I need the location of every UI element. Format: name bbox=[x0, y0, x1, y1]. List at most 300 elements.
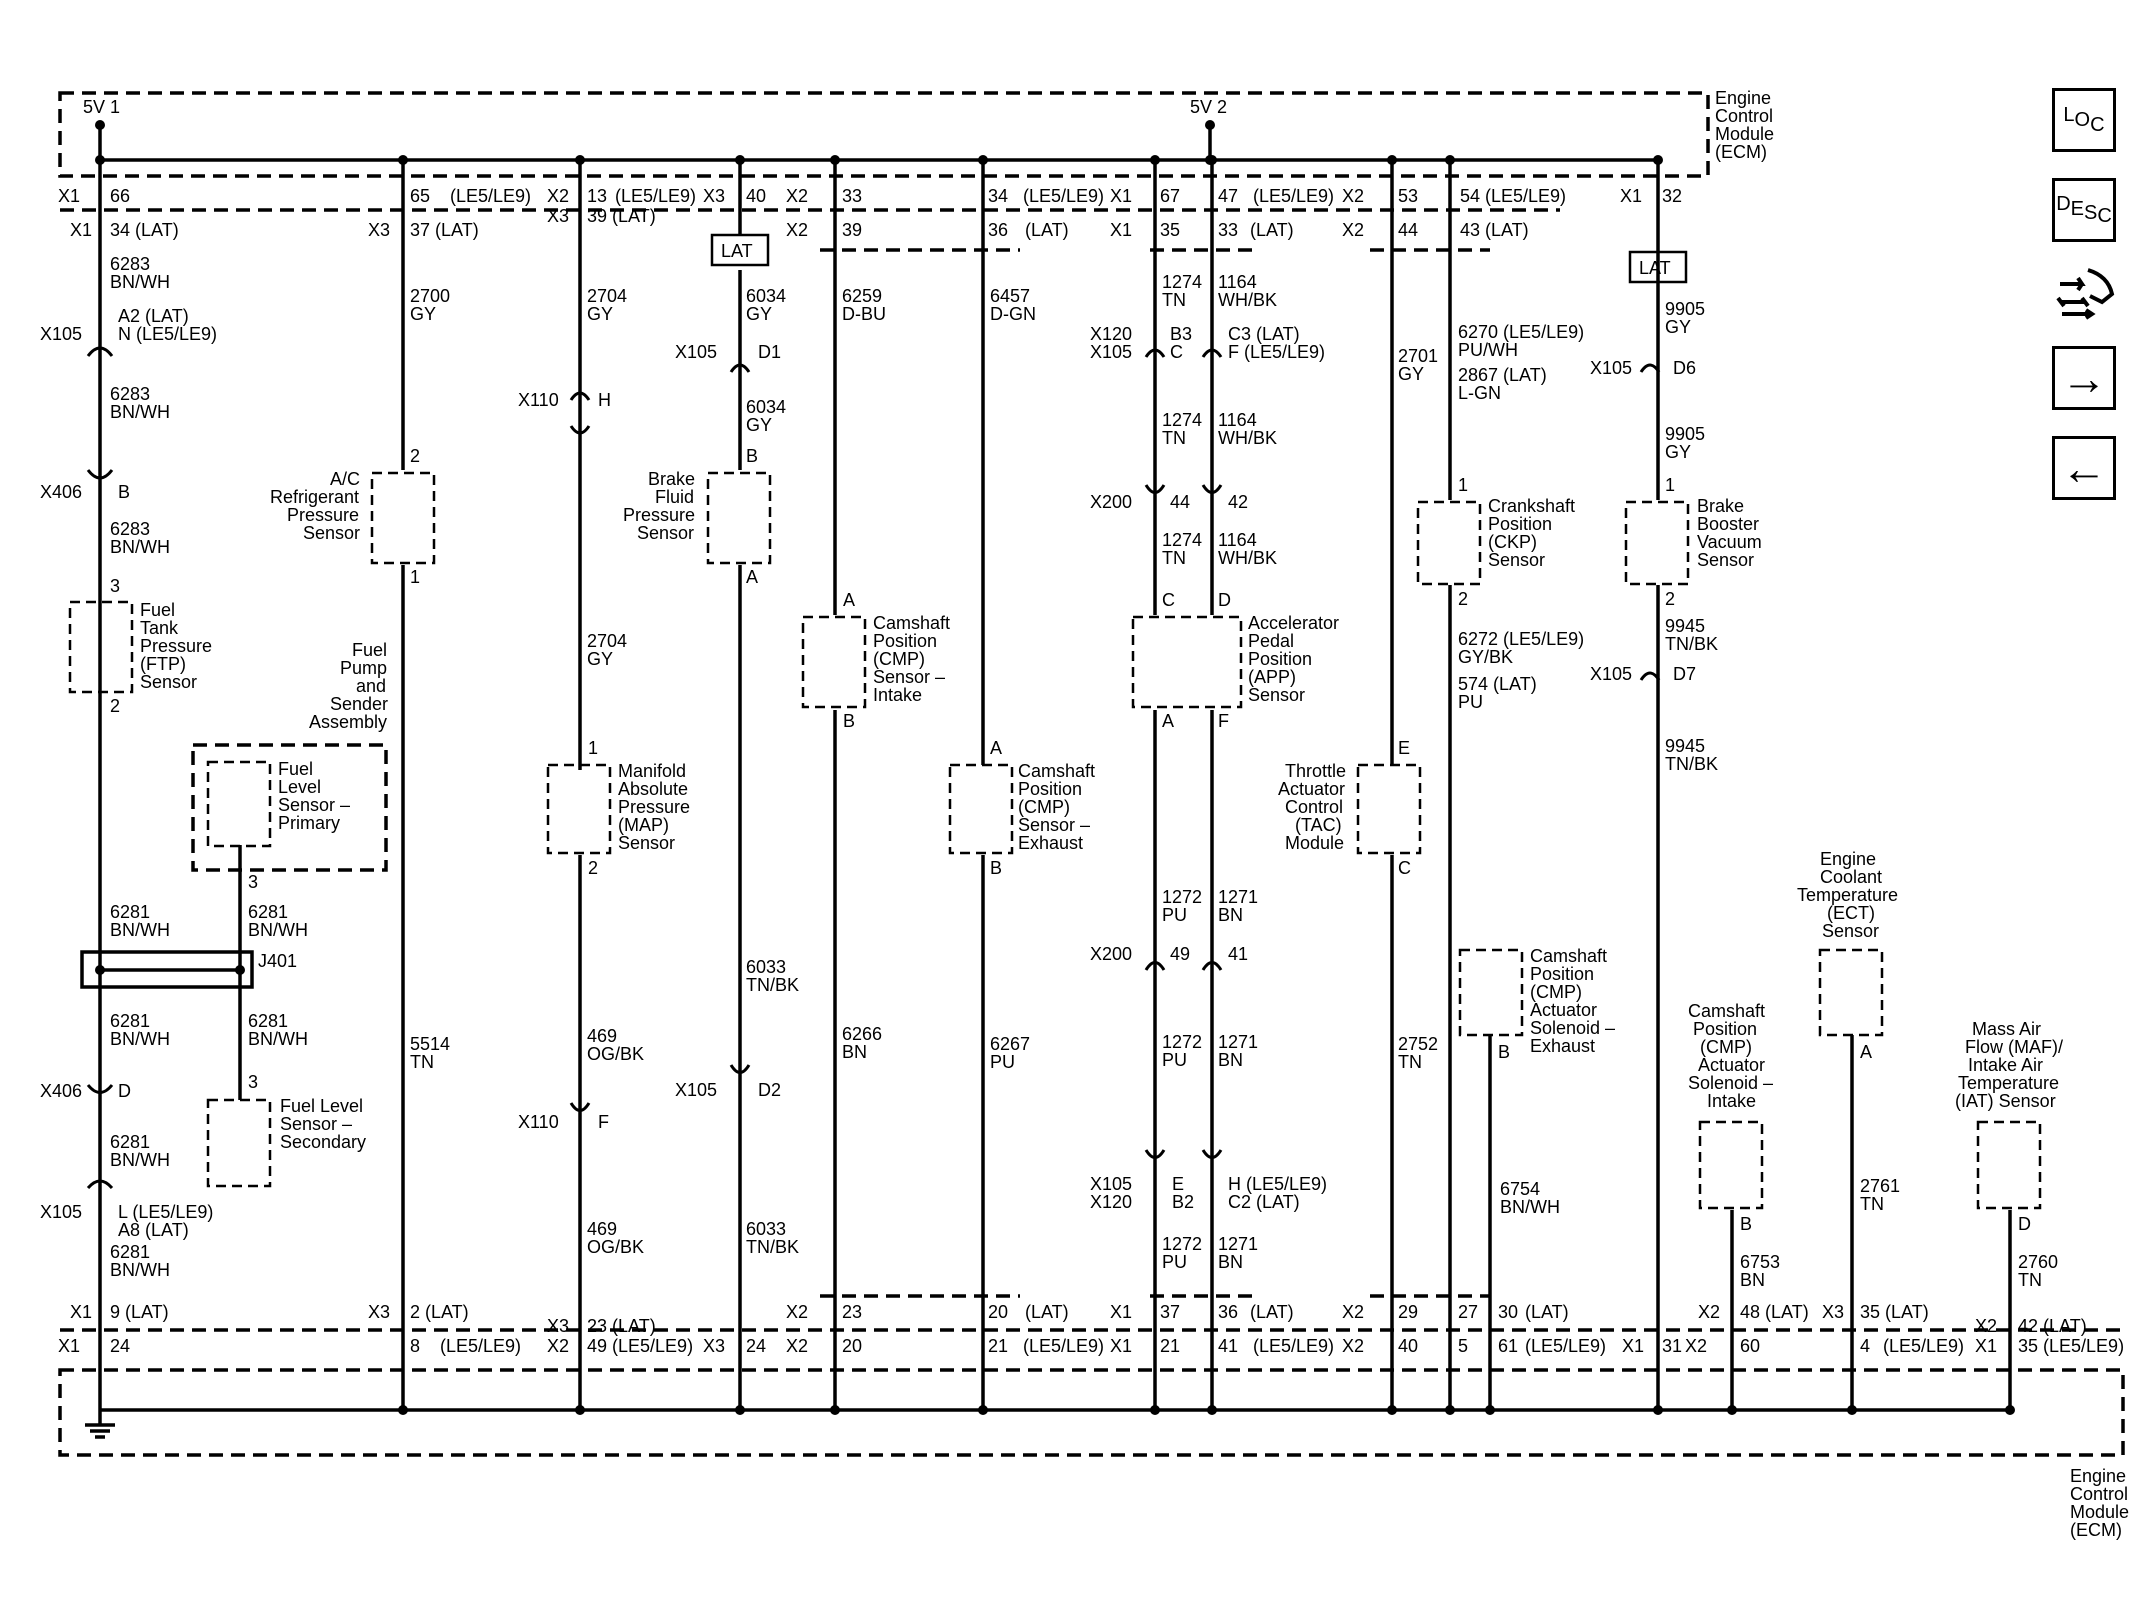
conn-label: B3 bbox=[1170, 324, 1193, 344]
wire-color: BN/WH bbox=[110, 1150, 170, 1170]
pin-alt: (LE5/LE9) bbox=[440, 1336, 522, 1356]
ac-label: A/C bbox=[330, 469, 361, 489]
wire-color: GY bbox=[587, 304, 614, 324]
pin-num: 43 bbox=[1460, 220, 1481, 240]
app-label: Position bbox=[1248, 649, 1313, 669]
pin-conn: X1 bbox=[1622, 1336, 1645, 1356]
wire-color: GY bbox=[1665, 442, 1692, 462]
pin-num: 41 bbox=[1218, 1336, 1239, 1356]
desc-letter: D bbox=[2056, 192, 2071, 215]
pin-num: 32 bbox=[1662, 186, 1683, 206]
conn-label: B2 bbox=[1172, 1192, 1195, 1212]
wire-num: 1164 bbox=[1218, 530, 1257, 550]
conn-label: H bbox=[598, 390, 611, 410]
wire-color: BN bbox=[1218, 905, 1244, 925]
ecm-bottom-label-2: Control bbox=[2070, 1484, 2129, 1504]
conn-label: X120 bbox=[1090, 1192, 1133, 1212]
pin-conn: X2 bbox=[1975, 1316, 1998, 1336]
ckp-label: Sensor bbox=[1488, 550, 1546, 570]
wire-color: PU bbox=[1162, 905, 1188, 925]
5v1-label: 5V 1 bbox=[83, 97, 121, 117]
wire-color: PU bbox=[1458, 692, 1484, 712]
wire-color: TN bbox=[1162, 428, 1186, 448]
map-label: Manifold bbox=[618, 761, 687, 781]
wire-color: BN/WH bbox=[110, 920, 170, 940]
ground-symbol bbox=[85, 1410, 115, 1437]
wire-num: 1272 bbox=[1162, 887, 1203, 907]
wire-num: 6281 bbox=[110, 1242, 151, 1262]
ecm-bottom-label-3: Module bbox=[2070, 1502, 2130, 1522]
flsp-label: Fuel bbox=[278, 759, 314, 779]
wire-num: 6033 bbox=[746, 1219, 787, 1239]
wire-num: 9945 bbox=[1665, 736, 1706, 756]
wire-color: WH/BK bbox=[1218, 290, 1278, 310]
component-ect-sensor bbox=[1797, 849, 1898, 1062]
pin-conn: X3 bbox=[368, 1302, 391, 1322]
pin-conn: X1 bbox=[58, 1336, 81, 1356]
pin-conn: X1 bbox=[70, 220, 93, 240]
pin-num: 24 bbox=[110, 1336, 131, 1356]
ecm-bottom-label-4: (ECM) bbox=[2070, 1520, 2122, 1540]
pin-conn: X3 bbox=[703, 1336, 726, 1356]
wire-num: 6259 bbox=[842, 286, 883, 306]
pin-num: 23 bbox=[842, 1302, 863, 1322]
wire-color: BN/WH bbox=[110, 537, 170, 557]
conn-label: X406 bbox=[40, 1081, 83, 1101]
pin-alt: (LE5/LE9) bbox=[1023, 1336, 1105, 1356]
ecm-top-label-1: Engine bbox=[1715, 88, 1772, 108]
ckp-pin: 2 bbox=[1458, 589, 1469, 609]
flsp-pin: 3 bbox=[248, 872, 259, 892]
cmpe-label: (CMP) bbox=[1018, 797, 1070, 817]
map-pin: 2 bbox=[588, 858, 599, 878]
pin-num: 39 (LAT) bbox=[587, 206, 656, 226]
cmpe-label: Exhaust bbox=[1018, 833, 1084, 853]
component-cmp-solenoid-intake bbox=[1688, 1001, 1773, 1234]
csi-label: Solenoid – bbox=[1688, 1073, 1774, 1093]
conn-label: 44 bbox=[1170, 492, 1191, 512]
wire-color: BN/WH bbox=[248, 920, 308, 940]
flss-label: Sensor – bbox=[280, 1114, 353, 1134]
conn-label: X105 bbox=[1590, 358, 1633, 378]
wire-color: GY bbox=[746, 415, 773, 435]
ac-label: Pressure bbox=[287, 505, 360, 525]
component-cmp-solenoid-exhaust bbox=[1460, 946, 1615, 1062]
wire-color: OG/BK bbox=[587, 1044, 645, 1064]
pin-num: 21 bbox=[1160, 1336, 1181, 1356]
ect-label: Coolant bbox=[1820, 867, 1883, 887]
ftp-label: Pressure bbox=[140, 636, 213, 656]
map-pin: 1 bbox=[588, 738, 599, 758]
app-pin: C bbox=[1162, 590, 1175, 610]
conn-label: D7 bbox=[1673, 664, 1697, 684]
cmpi-label: Sensor – bbox=[873, 667, 946, 687]
pin-num: 40 bbox=[1398, 1336, 1419, 1356]
conn-label: X105 bbox=[675, 342, 718, 362]
cmpe-pin: A bbox=[990, 738, 1003, 758]
cmpi-label: Camshaft bbox=[873, 613, 951, 633]
component-app-sensor bbox=[1133, 590, 1339, 731]
wire-num: 1164 bbox=[1218, 272, 1257, 292]
pin-alt: (LE5/LE9) bbox=[1023, 186, 1105, 206]
conn-label: X105 bbox=[1090, 1174, 1133, 1194]
bbv-label: Booster bbox=[1697, 514, 1760, 534]
pin-conn: X2 bbox=[1342, 186, 1365, 206]
wire-num: 6283 bbox=[110, 384, 151, 404]
conn-label: X105 bbox=[1090, 342, 1133, 362]
component-cmp-exhaust bbox=[950, 738, 1095, 878]
hand-wrench-icon bbox=[2052, 262, 2118, 328]
ckp-label: Position bbox=[1488, 514, 1553, 534]
ecm-bottom-label-1: Engine bbox=[2070, 1466, 2127, 1486]
conn-label: D bbox=[118, 1081, 131, 1101]
conn-label: A2 (LAT) bbox=[118, 306, 189, 326]
pin-conn: X3 bbox=[547, 206, 570, 226]
tac-label: Throttle bbox=[1285, 761, 1347, 781]
flsp-label: Primary bbox=[278, 813, 340, 833]
bbv-label: Vacuum bbox=[1697, 532, 1762, 552]
bottom-pin-row bbox=[58, 1336, 2124, 1356]
wire-color: BN/WH bbox=[110, 272, 170, 292]
component-ftp-sensor bbox=[70, 576, 212, 716]
pin-num: 13 bbox=[587, 186, 608, 206]
pin-num: 48 (LAT) bbox=[1740, 1302, 1809, 1322]
arrow-right-icon: → bbox=[2061, 352, 2107, 404]
wire-color: TN/BK bbox=[746, 975, 800, 995]
lat-box-col4 bbox=[712, 235, 768, 265]
wire-color: BN/WH bbox=[110, 402, 170, 422]
conn-label: D6 bbox=[1673, 358, 1697, 378]
wire-color: BN/WH bbox=[110, 1029, 170, 1049]
wire-num: 2701 bbox=[1398, 346, 1439, 366]
desc-letter: C bbox=[2097, 205, 2112, 228]
j401-label: J401 bbox=[258, 951, 298, 971]
bf-label: Fluid bbox=[655, 487, 695, 507]
wire-num: 6281 bbox=[110, 902, 151, 922]
ect-label: Sensor bbox=[1822, 921, 1880, 941]
ftp-pin: 3 bbox=[110, 576, 121, 596]
wire-color: TN bbox=[1162, 290, 1186, 310]
maf-label: Intake Air bbox=[1968, 1055, 2044, 1075]
desc-button[interactable] bbox=[2052, 178, 2116, 242]
bf-label: Sensor bbox=[637, 523, 695, 543]
maf-label: (IAT) Sensor bbox=[1955, 1091, 2056, 1111]
conn-label: X105 bbox=[1590, 664, 1633, 684]
app-pin: D bbox=[1218, 590, 1231, 610]
ac-label: Refrigerant bbox=[270, 487, 360, 507]
pin-num: 44 bbox=[1398, 220, 1419, 240]
pin-alt: (LE5/LE9) bbox=[1253, 1336, 1335, 1356]
bf-pin: B bbox=[746, 446, 759, 466]
wire-num: 6033 bbox=[746, 957, 787, 977]
tac-label: Module bbox=[1285, 833, 1345, 853]
wire-num: 6267 bbox=[990, 1034, 1031, 1054]
pin-conn: X3 bbox=[1822, 1302, 1845, 1322]
pin-conn: X1 bbox=[1110, 1302, 1133, 1322]
wire-num: 1274 bbox=[1162, 410, 1203, 430]
pin-num: 36 bbox=[1218, 1302, 1239, 1322]
wire-color: TN bbox=[1398, 1052, 1422, 1072]
pin-num: 60 bbox=[1740, 1336, 1761, 1356]
5v2-label: 5V 2 bbox=[1190, 97, 1228, 117]
conn-label: X406 bbox=[40, 482, 83, 502]
pin-num: 36 bbox=[988, 220, 1009, 240]
pin-alt: (LE5/LE9) bbox=[1253, 186, 1335, 206]
tac-label: (TAC) bbox=[1295, 815, 1342, 835]
component-ac-sensor bbox=[270, 446, 434, 587]
maf-label: Mass Air bbox=[1972, 1019, 2042, 1039]
tac-label: Control bbox=[1285, 797, 1344, 817]
bf-label: Pressure bbox=[623, 505, 696, 525]
wire-color: WH/BK bbox=[1218, 428, 1278, 448]
conn-label: X105 bbox=[40, 324, 83, 344]
map-label: Absolute bbox=[618, 779, 689, 799]
conn-label: A8 (LAT) bbox=[118, 1220, 189, 1240]
pin-num: 30 bbox=[1498, 1302, 1519, 1322]
wire-color: GY/BK bbox=[1458, 647, 1514, 667]
lat-label: LAT bbox=[1639, 258, 1671, 278]
pin-num: 21 bbox=[988, 1336, 1009, 1356]
csi-label: (CMP) bbox=[1700, 1037, 1752, 1057]
cmpe-label: Sensor – bbox=[1018, 815, 1091, 835]
pin-alt: (LE5/LE9) bbox=[1883, 1336, 1965, 1356]
cse-label: Camshaft bbox=[1530, 946, 1608, 966]
pin-conn: X2 bbox=[547, 186, 570, 206]
service-tools-icon[interactable] bbox=[2052, 262, 2118, 328]
ect-label: Temperature bbox=[1797, 885, 1899, 905]
wire-num: 6272 (LE5/LE9) bbox=[1458, 629, 1585, 649]
component-maf-iat-sensor bbox=[1955, 1019, 2063, 1234]
conn-label: N (LE5/LE9) bbox=[118, 324, 218, 344]
app-pin: F bbox=[1218, 711, 1229, 731]
pin-num: 27 bbox=[1458, 1302, 1479, 1322]
j401-splice bbox=[82, 951, 297, 987]
back-button[interactable] bbox=[2052, 436, 2116, 500]
wire-color: TN bbox=[2018, 1270, 2042, 1290]
wire-color: BN/WH bbox=[1500, 1197, 1560, 1217]
conn-label: C3 (LAT) bbox=[1228, 324, 1300, 344]
cmpe-label: Camshaft bbox=[1018, 761, 1096, 781]
loc-icon bbox=[2063, 105, 2104, 134]
flss-label: Secondary bbox=[280, 1132, 367, 1152]
conn-label: X110 bbox=[518, 390, 559, 410]
wire-color: D-GN bbox=[990, 304, 1036, 324]
pin-num: 20 bbox=[988, 1302, 1009, 1322]
pin-num: 66 bbox=[110, 186, 131, 206]
pin-num: 31 bbox=[1662, 1336, 1683, 1356]
wire-num: 1271 bbox=[1218, 887, 1259, 907]
cmpi-pin: A bbox=[843, 590, 856, 610]
wire-color: PU bbox=[1162, 1050, 1188, 1070]
wire-color: TN bbox=[1162, 548, 1186, 568]
pin-conn: X1 bbox=[1110, 1336, 1133, 1356]
wire-color: BN bbox=[1740, 1270, 1766, 1290]
pin-num: 42 (LAT) bbox=[2018, 1316, 2087, 1336]
pin-conn: X3 bbox=[703, 186, 726, 206]
cse-label: Position bbox=[1530, 964, 1595, 984]
wire-num: 6281 bbox=[248, 1011, 289, 1031]
wire-num: 6283 bbox=[110, 519, 151, 539]
pin-alt: (LE5/LE9) bbox=[450, 186, 532, 206]
cse-label: Exhaust bbox=[1530, 1036, 1596, 1056]
cse-label: Solenoid – bbox=[1530, 1018, 1616, 1038]
forward-button[interactable] bbox=[2052, 346, 2116, 410]
flss-label: Fuel Level bbox=[280, 1096, 364, 1116]
cmpe-pin: B bbox=[990, 858, 1003, 878]
pin-conn: X3 bbox=[547, 1316, 570, 1336]
cmpi-pin: B bbox=[843, 711, 856, 731]
pin-alt: (LE5/LE9) bbox=[615, 186, 697, 206]
ac-label: Sensor bbox=[303, 523, 361, 543]
pin-conn: X2 bbox=[1685, 1336, 1708, 1356]
maf-pin: D bbox=[2018, 1214, 2031, 1234]
flsp-label: Level bbox=[278, 777, 322, 797]
conn-label: 41 bbox=[1228, 944, 1249, 964]
ac-pin: 1 bbox=[410, 567, 421, 587]
wire-num: 2761 bbox=[1860, 1176, 1901, 1196]
ckp-label: Crankshaft bbox=[1488, 496, 1576, 516]
component-fuel-level-primary bbox=[208, 759, 350, 892]
pin-num: 61 bbox=[1498, 1336, 1519, 1356]
cmpi-label: Intake bbox=[873, 685, 923, 705]
connector-symbols bbox=[88, 348, 1659, 1188]
pin-num: 65 bbox=[410, 186, 431, 206]
wire-color: PU bbox=[990, 1052, 1016, 1072]
bf-pin: A bbox=[746, 567, 759, 587]
wire-num: 1164 bbox=[1218, 410, 1257, 430]
wire-num: 6281 bbox=[248, 902, 289, 922]
maf-label: Temperature bbox=[1958, 1073, 2060, 1093]
lat-label: LAT bbox=[721, 241, 753, 261]
fp-label: Pump bbox=[340, 658, 388, 678]
conn-label: H (LE5/LE9) bbox=[1228, 1174, 1328, 1194]
map-label: Sensor bbox=[618, 833, 676, 853]
wire-num: 2760 bbox=[2018, 1252, 2059, 1272]
tac-pin: C bbox=[1398, 858, 1411, 878]
wire-num: 469 bbox=[587, 1026, 618, 1046]
conn-label: X120 bbox=[1090, 324, 1133, 344]
conn-label: F (LE5/LE9) bbox=[1228, 342, 1326, 362]
fp-label: Sender bbox=[330, 694, 389, 714]
csi-label: Intake bbox=[1707, 1091, 1757, 1111]
component-brake-booster-sensor bbox=[1626, 475, 1762, 609]
pin-conn: X2 bbox=[1698, 1302, 1721, 1322]
wire-num: 1272 bbox=[1162, 1234, 1203, 1254]
conn-label: X200 bbox=[1090, 944, 1133, 964]
csi-label: Camshaft bbox=[1688, 1001, 1766, 1021]
conn-label: X105 bbox=[675, 1080, 718, 1100]
conn-label: E bbox=[1172, 1174, 1185, 1194]
wire-color: TN/BK bbox=[1665, 634, 1719, 654]
conn-label: X110 bbox=[518, 1112, 559, 1132]
pin-num: 37 (LAT) bbox=[410, 220, 479, 240]
cmpi-label: Position bbox=[873, 631, 938, 651]
wire-color: L-GN bbox=[1458, 383, 1502, 403]
wire-color: D-BU bbox=[842, 304, 886, 324]
wire-color: GY bbox=[410, 304, 437, 324]
component-fuel-level-secondary bbox=[208, 1072, 366, 1186]
pin-num: 33 bbox=[842, 186, 863, 206]
loc-button[interactable] bbox=[2052, 88, 2116, 152]
bbv-pin: 2 bbox=[1665, 589, 1676, 609]
ect-label: Engine bbox=[1820, 849, 1877, 869]
ftp-label: Fuel bbox=[140, 600, 176, 620]
conn-label: X105 bbox=[40, 1202, 83, 1222]
pin-alt: (LAT) bbox=[1025, 1302, 1069, 1322]
ect-pin: A bbox=[1860, 1042, 1873, 1062]
component-brake-fluid-sensor bbox=[623, 446, 770, 587]
wire-color: TN bbox=[410, 1052, 434, 1072]
map-label: Pressure bbox=[618, 797, 691, 817]
wire-num: 6270 (LE5/LE9) bbox=[1458, 322, 1585, 342]
5v1-node bbox=[95, 120, 105, 130]
bbv-label: Sensor bbox=[1697, 550, 1755, 570]
wire-color: GY bbox=[1398, 364, 1425, 384]
pin-conn: X2 bbox=[786, 220, 809, 240]
ftp-label: Tank bbox=[140, 618, 179, 638]
ecm-top-label-3: Module bbox=[1715, 124, 1775, 144]
ftp-label: (FTP) bbox=[140, 654, 186, 674]
desc-letter: E bbox=[2070, 197, 2084, 220]
pin-conn: X1 bbox=[58, 186, 81, 206]
app-pin: A bbox=[1162, 711, 1175, 731]
loc-letter: C bbox=[2090, 113, 2105, 136]
wire-num: 2752 bbox=[1398, 1034, 1439, 1054]
component-tac-module bbox=[1278, 738, 1420, 878]
wire-num: 5514 bbox=[410, 1034, 451, 1054]
ecm-top-label-4: (ECM) bbox=[1715, 142, 1767, 162]
ckp-label: (CKP) bbox=[1488, 532, 1537, 552]
pin-alt: (LAT) bbox=[1485, 220, 1529, 240]
pin-num: 2 (LAT) bbox=[410, 1302, 469, 1322]
wire-num: 1271 bbox=[1218, 1032, 1259, 1052]
wire-num: 6283 bbox=[110, 254, 151, 274]
ect-label: (ECT) bbox=[1827, 903, 1875, 923]
wire-color: GY bbox=[746, 304, 773, 324]
pin-conn: X1 bbox=[1620, 186, 1643, 206]
csi-label: Actuator bbox=[1698, 1055, 1766, 1075]
pin-conn: X2 bbox=[1342, 1336, 1365, 1356]
wire-num: 6034 bbox=[746, 397, 787, 417]
pin-num: 9 (LAT) bbox=[110, 1302, 169, 1322]
conn-label: F bbox=[598, 1112, 609, 1132]
wire-num: 2704 bbox=[587, 286, 628, 306]
pin-num: 40 bbox=[746, 186, 767, 206]
component-cmp-intake bbox=[803, 590, 950, 731]
ftp-pin: 2 bbox=[110, 696, 121, 716]
fp-label: Assembly bbox=[309, 712, 388, 732]
wire-num: 6457 bbox=[990, 286, 1031, 306]
wire-num: 6753 bbox=[1740, 1252, 1781, 1272]
pin-conn: X1 bbox=[1110, 220, 1133, 240]
wire-num: 2700 bbox=[410, 286, 451, 306]
app-label: Accelerator bbox=[1248, 613, 1340, 633]
conn-label: C2 (LAT) bbox=[1228, 1192, 1300, 1212]
cse-label: Actuator bbox=[1530, 1000, 1598, 1020]
fp-label: Fuel bbox=[352, 640, 388, 660]
pin-num: 4 bbox=[1860, 1336, 1871, 1356]
desc-letter: S bbox=[2084, 201, 2098, 224]
wire-num: 1274 bbox=[1162, 530, 1203, 550]
desc-icon bbox=[2056, 194, 2112, 226]
conn-label: 42 bbox=[1228, 492, 1249, 512]
bf-label: Brake bbox=[648, 469, 696, 489]
pin-conn: X3 bbox=[368, 220, 391, 240]
top-pin-row bbox=[58, 186, 1682, 206]
wire-num: 6754 bbox=[1500, 1179, 1541, 1199]
pin-num: 53 bbox=[1398, 186, 1419, 206]
wire-num: 6281 bbox=[110, 1011, 151, 1031]
